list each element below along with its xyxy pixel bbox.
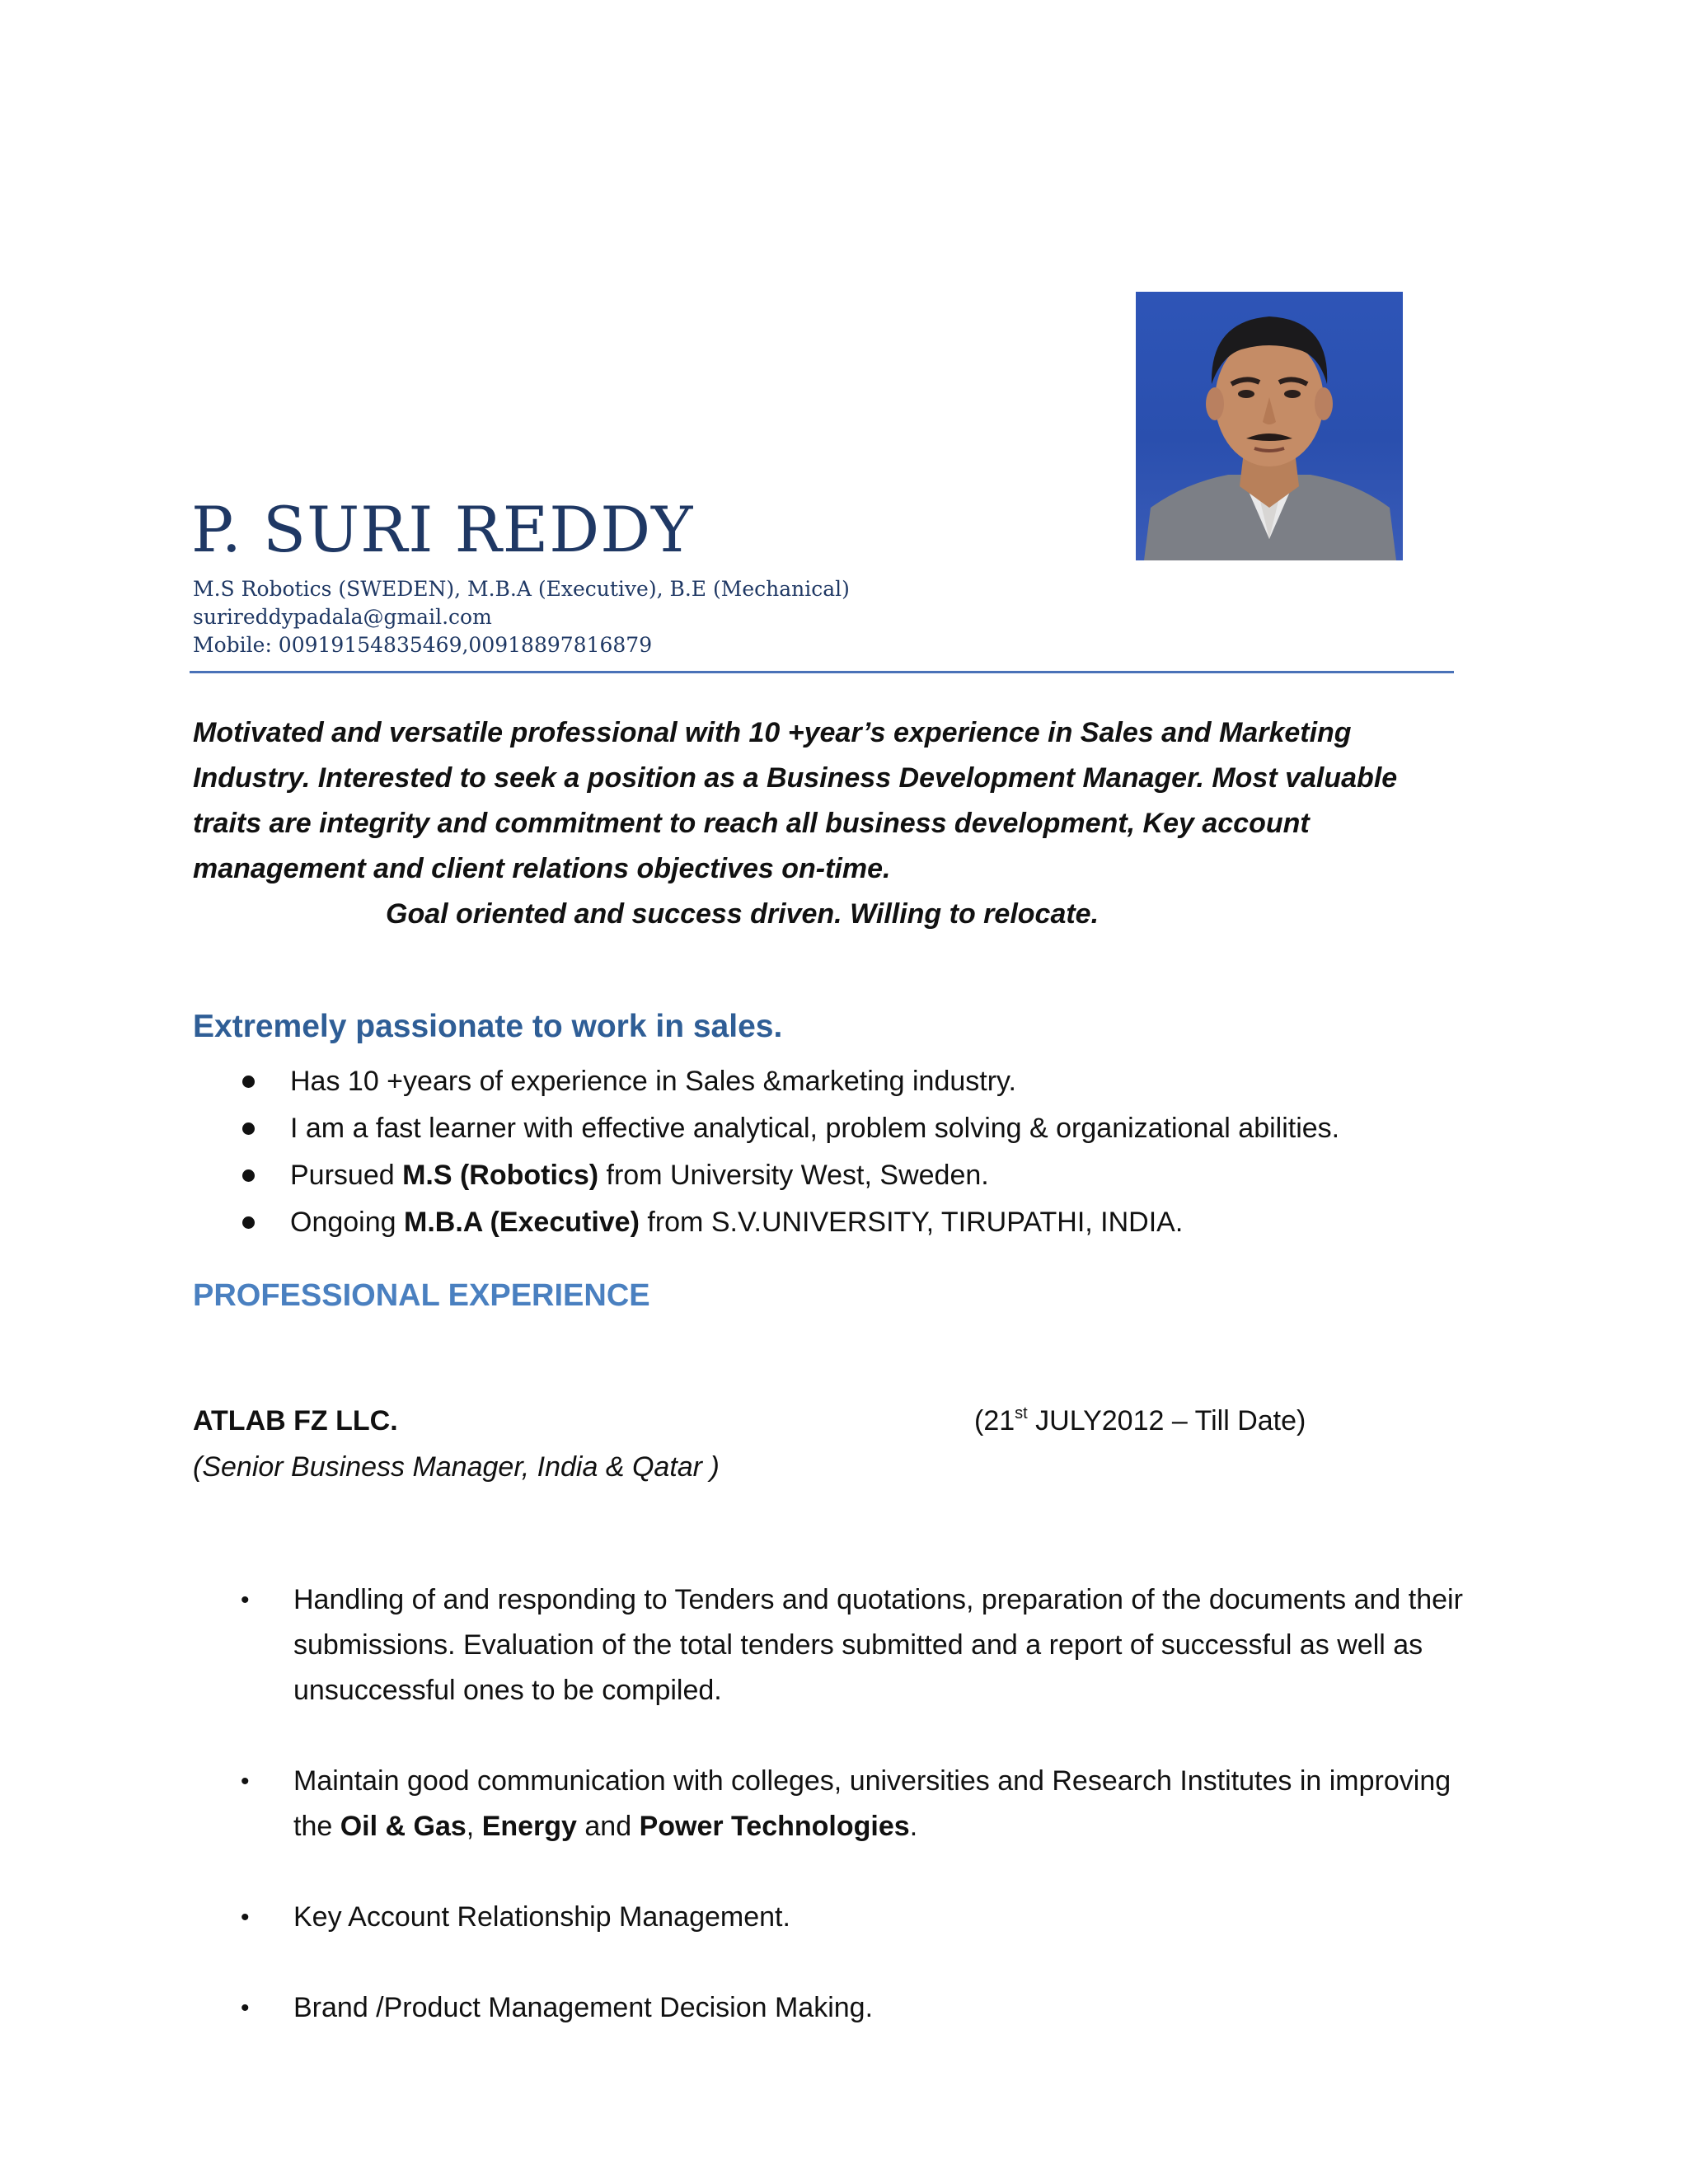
list-item bbox=[193, 1058, 1479, 1105]
list-item bbox=[193, 1895, 1479, 1940]
list-item-text: I am a fast learner with effective analytical, problem solving & organizational abilities. bbox=[290, 1113, 1340, 1144]
objective-line: traits are integrity and commitment to reach all business development, Key account bbox=[193, 808, 1310, 839]
duty-bold: Energy bbox=[481, 1811, 577, 1842]
qualifications-line: M.S Robotics (SWEDEN), M.B.A (Executive), B.E (Mechanical) bbox=[193, 577, 850, 601]
bullet-dot-icon bbox=[242, 1122, 255, 1135]
company-name: ATLAB FZ LLC. bbox=[193, 1405, 398, 1436]
duty-text bbox=[293, 1759, 1464, 1849]
job-role: (Senior Business Manager, India & Qatar ) bbox=[193, 1451, 720, 1483]
duty-bold: Oil & Gas bbox=[340, 1811, 467, 1842]
duty-text-part: . bbox=[909, 1811, 918, 1842]
duty-text-part: Maintain good communication with colleges, universities and Research Institutes in improving the bbox=[293, 1765, 1451, 1842]
duty-text: Handling of and responding to Tenders and quotations, preparation of the documents and their submissions. Evaluation of the total tenders submitted and a report of successful as well as unsuccessful ones to be compiled. bbox=[293, 1584, 1463, 1706]
list-item-text: from University West, Sweden. bbox=[598, 1160, 989, 1191]
objective-statement bbox=[193, 710, 1462, 937]
dates-start: (21 bbox=[974, 1405, 1015, 1436]
objective-line: Motivated and versatile professional with 10 +year’s experience in Sales and Marketing bbox=[193, 717, 1352, 748]
list-item bbox=[193, 1199, 1479, 1246]
objective-tagline: Goal oriented and success driven. Willing to relocate. bbox=[386, 898, 1100, 930]
list-item bbox=[193, 1152, 1479, 1199]
dates-ordinal: st bbox=[1015, 1404, 1028, 1422]
bullet-icon: • bbox=[241, 1586, 250, 1614]
list-item bbox=[193, 1577, 1479, 1713]
email-line: surireddypadala@gmail.com bbox=[193, 605, 492, 629]
duties-list bbox=[193, 1577, 1479, 2076]
list-item-text: Ongoing bbox=[290, 1207, 404, 1238]
list-item bbox=[193, 1985, 1479, 2031]
duty-text: Brand /Product Management Decision Making. bbox=[293, 1992, 874, 2023]
objective-line: Industry. Interested to seek a position as a Business Development Manager. Most valuable bbox=[193, 762, 1398, 794]
duty-bold: Power Technologies bbox=[639, 1811, 910, 1842]
mobile-line: Mobile: 00919154835469,00918897816879 bbox=[193, 633, 653, 657]
bullet-icon: • bbox=[241, 1994, 250, 2022]
passion-list bbox=[193, 1058, 1479, 1246]
duty-text-part: , bbox=[466, 1811, 482, 1842]
list-item-text: Pursued bbox=[290, 1160, 403, 1191]
dates-rest: JULY2012 – Till Date) bbox=[1027, 1405, 1306, 1436]
profile-photo bbox=[1136, 292, 1403, 560]
bullet-icon: • bbox=[241, 1904, 250, 1931]
bullet-dot-icon bbox=[242, 1076, 255, 1088]
employment-dates bbox=[974, 1398, 1306, 1444]
bullet-dot-icon bbox=[242, 1169, 255, 1182]
list-item-bold: M.S (Robotics) bbox=[402, 1160, 599, 1191]
bullet-dot-icon bbox=[242, 1216, 255, 1229]
duty-text: Key Account Relationship Management. bbox=[293, 1901, 790, 1933]
header-divider bbox=[190, 671, 1454, 673]
experience-heading: PROFESSIONAL EXPERIENCE bbox=[193, 1278, 650, 1313]
bullet-icon: • bbox=[241, 1768, 250, 1795]
profile-photo-portrait bbox=[1136, 292, 1403, 560]
passion-heading: Extremely passionate to work in sales. bbox=[193, 1009, 783, 1044]
candidate-name: P. SURI REDDY bbox=[191, 493, 694, 566]
duty-text-part: and bbox=[576, 1811, 640, 1842]
list-item-text: from S.V.UNIVERSITY, TIRUPATHI, INDIA. bbox=[639, 1207, 1184, 1238]
list-item-text: Has 10 +years of experience in Sales &marketing industry. bbox=[290, 1066, 1016, 1097]
list-item bbox=[193, 1105, 1479, 1152]
list-item-bold: M.B.A (Executive) bbox=[404, 1207, 640, 1238]
contact-block bbox=[193, 575, 850, 659]
objective-line: management and client relations objectives on-time. bbox=[193, 853, 891, 884]
list-item bbox=[193, 1759, 1479, 1849]
